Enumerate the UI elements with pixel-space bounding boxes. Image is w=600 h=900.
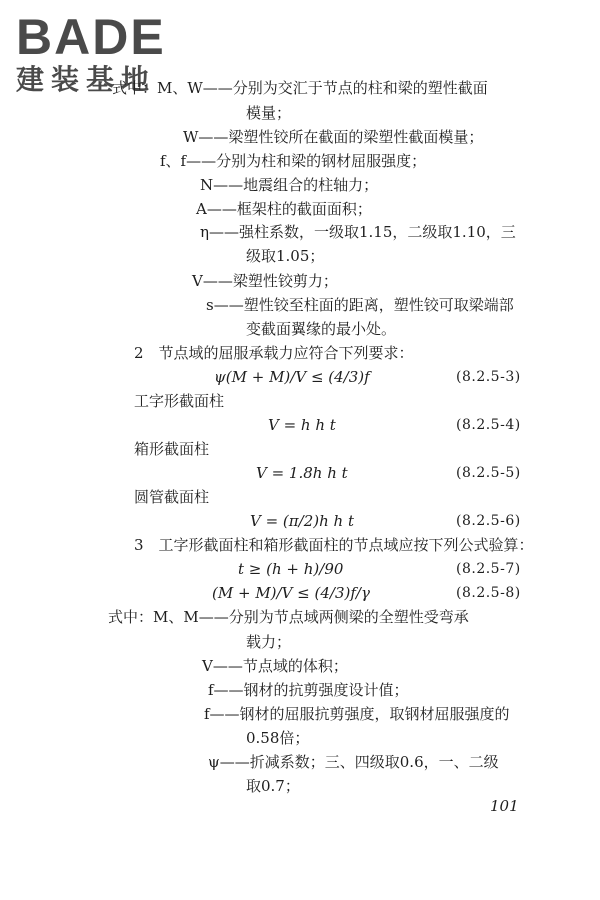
text-line: f、f——分别为柱和梁的钢材屈服强度； xyxy=(160,152,427,170)
text-line: 2 节点域的屈服承载力应符合下列要求： xyxy=(134,344,414,362)
page-number: 101 xyxy=(490,797,519,815)
equation: V = h h t xyxy=(268,416,336,434)
logo-brand: BADE xyxy=(16,9,166,65)
equation: t ≥ (h + h)/90 xyxy=(238,560,344,578)
text-line: 式中：M、M——分别为节点域两侧梁的全塑性受弯承 xyxy=(108,608,469,626)
text-line: V——梁塑性铰剪力； xyxy=(192,272,338,290)
text-line: N——地震组合的柱轴力； xyxy=(200,176,379,194)
equation: V = (π/2)h h t xyxy=(250,512,354,530)
equation-number: (8.2.5-7) xyxy=(456,561,521,577)
text-line: 变截面翼缘的最小处。 xyxy=(246,320,397,338)
text-line: f——钢材的屈服抗剪强度，取钢材屈服强度的 xyxy=(204,705,510,723)
equation: ψ(M + M)/V ≤ (4/3)f xyxy=(214,368,370,386)
text-line: 工字形截面柱 xyxy=(134,392,225,410)
text-line: 载力； xyxy=(246,633,292,651)
text-line: 圆管截面柱 xyxy=(134,488,210,506)
equation: (M + M)/V ≤ (4/3)f/γ xyxy=(212,584,370,602)
text-line: ψ——折减系数；三、四级取0.6，一、二级 xyxy=(208,753,499,771)
text-line: 箱形截面柱 xyxy=(134,440,210,458)
equation-number: (8.2.5-6) xyxy=(456,513,521,529)
logo-subtitle: 建装基地 xyxy=(16,63,157,96)
text-line: 模量； xyxy=(246,104,292,122)
text-line: 0.58倍； xyxy=(246,729,310,747)
equation-number: (8.2.5-3) xyxy=(456,369,521,385)
equation-number: (8.2.5-5) xyxy=(456,465,521,481)
text-line: W——梁塑性铰所在截面的梁塑性截面模量； xyxy=(183,128,484,146)
equation-number: (8.2.5-8) xyxy=(456,585,521,601)
text-line: V——节点域的体积； xyxy=(202,657,348,675)
text-line: 3 工字形截面柱和箱形截面柱的节点域应按下列公式验算： xyxy=(134,536,534,554)
text-line: 式中：M、W——分别为交汇于节点的柱和梁的塑性截面 xyxy=(112,79,488,97)
equation-number: (8.2.5-4) xyxy=(456,417,521,433)
text-line: s——塑性铰至柱面的距离，塑性铰可取梁端部 xyxy=(206,296,514,314)
text-line: 级取1.05； xyxy=(246,247,325,265)
text-line: η——强柱系数，一级取1.15，二级取1.10，三 xyxy=(200,223,516,241)
equation: V = 1.8h h t xyxy=(256,464,348,482)
text-line: A——框架柱的截面面积； xyxy=(196,200,372,218)
text-line: f——钢材的抗剪强度设计值； xyxy=(208,681,409,699)
text-line: 取0.7； xyxy=(246,777,300,795)
